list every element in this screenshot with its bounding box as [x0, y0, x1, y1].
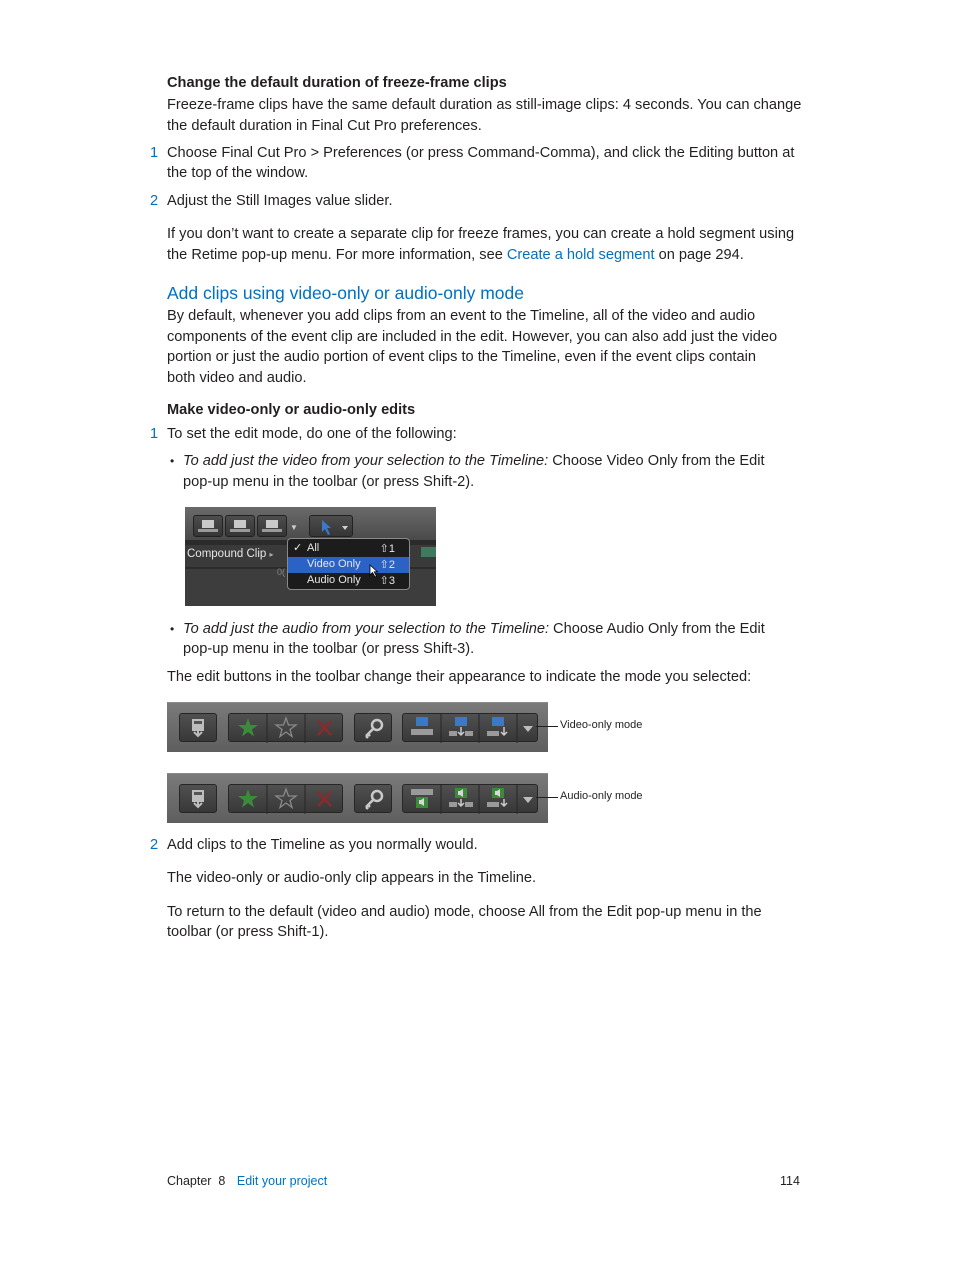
dropdown-arrow-icon [523, 726, 533, 732]
audio-only-callout: Audio-only mode [560, 790, 643, 802]
hold-note-line2 [167, 245, 744, 266]
step1-line2: the top of the window. [167, 165, 309, 181]
step-number: 1 [150, 145, 159, 161]
favorite-star-icon [238, 789, 258, 808]
bullet2-italic: To add just the audio from your selection to the Timeline: [183, 621, 549, 637]
edit-popup-menu [287, 538, 410, 590]
clip-appears-text: The video-only or audio-only clip appears in the Timeline. [167, 870, 537, 886]
menu-item-video-only[interactable] [288, 557, 409, 573]
rating-button-group [228, 713, 343, 742]
rating-icons [229, 785, 344, 814]
menu-item-shortcut: ⇧2 [379, 559, 395, 571]
step2-line1: Adjust the Still Images value slider. [167, 193, 393, 209]
menu-item-audio-only[interactable] [288, 573, 409, 589]
connect-edit-button[interactable] [193, 515, 223, 537]
compound-clip-label [187, 548, 273, 560]
bullet2-line2: pop-up menu in the toolbar (or press Shift-3). [183, 641, 475, 657]
create-hold-segment-link[interactable]: Create a hold segment [506, 247, 655, 263]
import-icon [180, 785, 218, 814]
unrate-star-icon [276, 718, 296, 737]
chapter-label: Chapter 8 [167, 1174, 226, 1188]
import-icon [180, 714, 218, 743]
menu-item-label: All [307, 542, 320, 554]
video-audio-subheading: Make video-only or audio-only edits [167, 402, 416, 418]
edit-popup-screenshot [185, 507, 436, 606]
audio-only-toolbar [167, 773, 548, 822]
return-default-line2: toolbar (or press Shift-1). [167, 924, 329, 940]
key-icon [355, 714, 393, 743]
chevron-right-icon: ▸ [269, 550, 274, 559]
bullet2-line1 [183, 619, 765, 640]
add-clips-step-text: Add clips to the Timeline as you normally would. [167, 837, 478, 853]
menu-item-shortcut: ⇧3 [379, 575, 395, 587]
freeze-frame-intro-line2: the default duration in Final Cut Pro preferences. [167, 118, 482, 134]
video-callout-leader [536, 726, 558, 727]
bullet: • [170, 454, 175, 468]
step-number: 2 [150, 193, 159, 209]
edit-buttons-video [402, 713, 538, 742]
step-number: 2 [150, 837, 159, 853]
video-edit-icons [403, 714, 539, 743]
bullet2-rest: Choose Audio Only from the Edit [549, 621, 765, 637]
keyword-button[interactable] [354, 784, 392, 813]
footer-chapter [167, 1174, 327, 1188]
unrate-star-icon [276, 789, 296, 808]
rating-icons [229, 714, 344, 743]
append-edit-button[interactable] [257, 515, 287, 537]
dropdown-arrow-icon [523, 797, 533, 803]
return-default-line1: To return to the default (video and audio) mode, choose All from the Edit pop-up menu in the [167, 904, 762, 920]
checkmark-icon: ✓ [293, 542, 303, 554]
favorite-star-icon [238, 718, 258, 737]
reject-x-icon [318, 721, 331, 735]
section-para-line3: portion or just the audio portion of event clips to the Timeline, even if the event clips contain [167, 349, 756, 365]
bullet1-line2: pop-up menu in the toolbar (or press Shift-2). [183, 474, 475, 490]
section-heading: Add clips using video-only or audio-only mode [167, 283, 525, 303]
audio-edit-icons [403, 785, 539, 814]
hold-note-line1: If you don’t want to create a separate clip for freeze frames, you can create a hold segment using [167, 226, 795, 242]
menu-item-shortcut: ⇧1 [379, 543, 395, 555]
step-number: 1 [150, 426, 159, 442]
timecode-fragment: 0( [277, 567, 286, 577]
edit-buttons-audio [402, 784, 538, 813]
menu-item-label: Video Only [307, 558, 361, 570]
bullet1-italic: To add just the video from your selection to the Timeline: [183, 453, 549, 469]
import-button[interactable] [179, 784, 217, 813]
section-para-line4: both video and audio. [167, 370, 307, 386]
section-para-line1: By default, whenever you add clips from an event to the Timeline, all of the video and audio [167, 308, 756, 324]
section-para-line2: components of the event clip are included in the edit. However, you can also add just the video [167, 329, 778, 345]
menu-item-label: Audio Only [307, 574, 361, 586]
insert-edit-button[interactable] [225, 515, 255, 537]
video-only-callout: Video-only mode [560, 719, 643, 731]
compound-clip-text: Compound Clip [187, 548, 267, 560]
audio-callout-leader [536, 797, 558, 798]
reject-x-icon [318, 792, 331, 806]
edit-buttons-text: The edit buttons in the toolbar change their appearance to indicate the mode you selected: [167, 669, 752, 685]
bullet1-rest: Choose Video Only from the Edit [548, 453, 765, 469]
rating-button-group [228, 784, 343, 813]
clip-sliver [421, 547, 436, 557]
menu-item-all[interactable] [288, 541, 409, 557]
freeze-frame-heading: Change the default duration of freeze-frame clips [167, 75, 507, 91]
edit-popup-arrow-icon[interactable]: ▼ [290, 523, 298, 532]
chapter-link[interactable]: Edit your project [236, 1174, 328, 1188]
hold-note-pre: the Retime pop-up menu. For more information, see [167, 247, 507, 263]
freeze-frame-intro-line1: Freeze-frame clips have the same default duration as still-image clips: 4 seconds. You can change [167, 97, 802, 113]
step1-line1: Choose Final Cut Pro > Preferences (or press Command-Comma), and click the Editing button at [167, 145, 795, 161]
keyword-button[interactable] [354, 713, 392, 742]
hold-note-post: on page 294. [654, 247, 744, 263]
bullet: • [170, 622, 175, 636]
page-number: 114 [780, 1174, 800, 1188]
edit-mode-step-text: To set the edit mode, do one of the following: [167, 426, 457, 442]
pointer-arrow-icon [310, 516, 354, 538]
bullet1-line1 [183, 451, 765, 472]
tool-select-button[interactable] [309, 515, 353, 537]
video-only-toolbar [167, 702, 548, 751]
key-icon [355, 785, 393, 814]
import-button[interactable] [179, 713, 217, 742]
